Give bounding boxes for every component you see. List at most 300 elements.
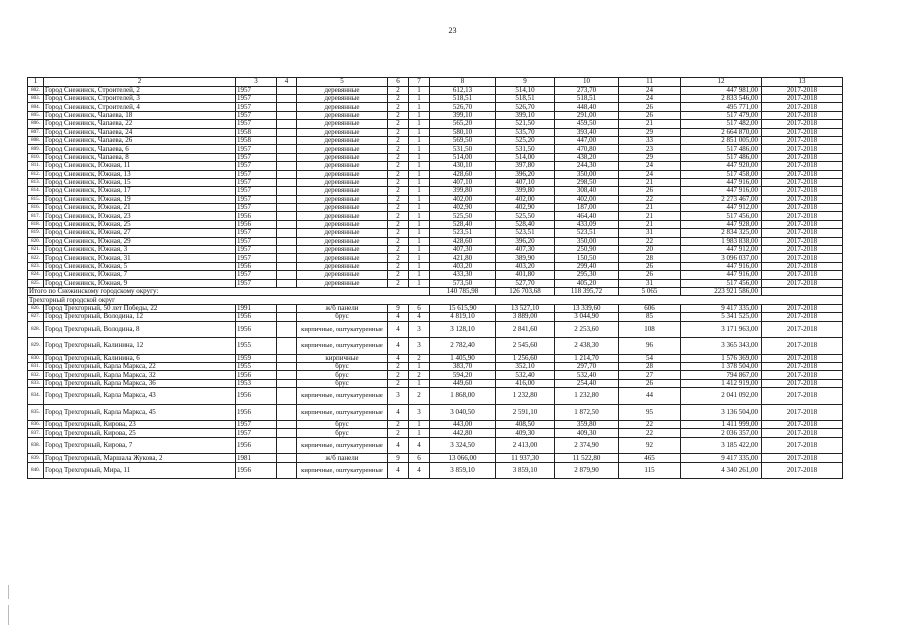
- table-row: [28, 454, 843, 462]
- cell-addr: Город Снежинск, Южная, 5: [44, 262, 236, 270]
- table-row: [28, 404, 843, 421]
- cell-v9: 525,20: [496, 136, 555, 144]
- cell-v10: 447,00: [555, 136, 619, 144]
- cell-c4: [277, 162, 297, 170]
- cell-v10: 433,09: [555, 220, 619, 228]
- cell-v8: 3 040,50: [430, 404, 496, 421]
- table-row: [28, 421, 843, 429]
- cell-c6: 2: [388, 145, 409, 153]
- cell-v8: 573,50: [430, 279, 496, 287]
- table-row: [28, 362, 843, 370]
- cell-period: 2017-2018: [762, 371, 843, 379]
- cell-addr: Город Снежинск, Южная, 23: [44, 212, 236, 220]
- cell-v11: 22: [619, 195, 681, 203]
- cell-v8: 565,20: [430, 120, 496, 128]
- cell-period: 2017-2018: [762, 304, 843, 312]
- cell-addr: Город Снежинск, Южная, 13: [44, 170, 236, 178]
- cell-n: 826.: [28, 304, 44, 312]
- cell-v11: 24: [619, 162, 681, 170]
- cell-v9: 1 256,60: [496, 354, 555, 362]
- cell-v9: 409,30: [496, 429, 555, 437]
- cell-period: 2017-2018: [762, 162, 843, 170]
- cell-v9: 531,50: [496, 145, 555, 153]
- cell-n: 831.: [28, 362, 44, 370]
- table-row: [28, 153, 843, 161]
- table-row: [28, 429, 843, 437]
- cell-period: 2017-2018: [762, 429, 843, 437]
- cell-c4: [277, 246, 297, 254]
- column-header: 13: [762, 78, 843, 87]
- cell-v8: 402,00: [430, 195, 496, 203]
- cell-c7: 1: [409, 145, 430, 153]
- cell-v10: 402,00: [555, 195, 619, 203]
- cell-v10: 187,00: [555, 204, 619, 212]
- cell-v9: 2 591,10: [496, 404, 555, 421]
- cell-v8: 403,20: [430, 262, 496, 270]
- cell-c4: [277, 362, 297, 370]
- cell-year: 1957: [236, 246, 277, 254]
- cell-v10: 298,50: [555, 178, 619, 186]
- cell-v8: 430,10: [430, 162, 496, 170]
- cell-period: 2017-2018: [762, 462, 843, 479]
- cell-n: 815.: [28, 195, 44, 203]
- cell-c6: 2: [388, 162, 409, 170]
- cell-v8: 523,51: [430, 229, 496, 237]
- cell-v12: 2 664 870,00: [681, 128, 762, 136]
- cell-c6: 2: [388, 111, 409, 119]
- cell-n: 813.: [28, 178, 44, 186]
- cell-c6: 2: [388, 379, 409, 387]
- cell-c4: [277, 136, 297, 144]
- cell-c4: [277, 313, 297, 321]
- table-row: [28, 271, 843, 279]
- total-period: [762, 287, 843, 295]
- cell-addr: Город Снежинск, Чапаева, 22: [44, 120, 236, 128]
- cell-v11: 26: [619, 103, 681, 111]
- cell-c6: 2: [388, 86, 409, 94]
- table-row: [28, 195, 843, 203]
- cell-v8: 4 819,10: [430, 313, 496, 321]
- cell-v12: 2 273 467,00: [681, 195, 762, 203]
- cell-c7: 1: [409, 120, 430, 128]
- cell-v12: 9 417 335,00: [681, 304, 762, 312]
- cell-v8: 580,10: [430, 128, 496, 136]
- table-row: [28, 321, 843, 338]
- cell-v9: 528,40: [496, 220, 555, 228]
- cell-v11: 29: [619, 153, 681, 161]
- cell-mat: деревянные: [297, 111, 388, 119]
- cell-n: 812.: [28, 170, 44, 178]
- cell-mat: кирпичные, оштукатуренные: [297, 338, 388, 355]
- cell-addr: Город Трехгорный, Мира, 11: [44, 462, 236, 479]
- column-header: 3: [236, 78, 277, 87]
- table-row: [28, 178, 843, 186]
- table-row: [28, 103, 843, 111]
- cell-c7: 2: [409, 371, 430, 379]
- cell-period: 2017-2018: [762, 103, 843, 111]
- cell-v8: 383,70: [430, 362, 496, 370]
- cell-n: 809.: [28, 145, 44, 153]
- cell-v10: 250,90: [555, 246, 619, 254]
- cell-c4: [277, 103, 297, 111]
- cell-period: 2017-2018: [762, 237, 843, 245]
- cell-v8: 428,60: [430, 170, 496, 178]
- cell-v8: 594,20: [430, 371, 496, 379]
- cell-v8: 2 782,40: [430, 338, 496, 355]
- cell-period: 2017-2018: [762, 178, 843, 186]
- cell-v9: 532,40: [496, 371, 555, 379]
- cell-period: 2017-2018: [762, 313, 843, 321]
- cell-c7: 3: [409, 404, 430, 421]
- cell-v10: 1 872,50: [555, 404, 619, 421]
- cell-addr: Город Снежинск, Южная, 25: [44, 220, 236, 228]
- cell-mat: ж/б панели: [297, 304, 388, 312]
- cell-mat: кирпичные, оштукатуренные: [297, 437, 388, 454]
- cell-v9: 407,10: [496, 178, 555, 186]
- cell-c4: [277, 388, 297, 405]
- cell-c7: 4: [409, 462, 430, 479]
- cell-v10: 295,30: [555, 271, 619, 279]
- column-header: 4: [277, 78, 297, 87]
- cell-c6: 3: [388, 388, 409, 405]
- cell-mat: кирпичные: [297, 354, 388, 362]
- cell-addr: Город Трехгорный, Карла Маркса, 45: [44, 404, 236, 421]
- cell-addr: Город Трехгорный, Володина, 12: [44, 313, 236, 321]
- cell-mat: деревянные: [297, 170, 388, 178]
- cell-v11: 22: [619, 421, 681, 429]
- cell-c7: 1: [409, 86, 430, 94]
- total-label: Итого по Снежинскому городскому округу:: [28, 287, 430, 295]
- cell-mat: деревянные: [297, 162, 388, 170]
- cell-c6: 2: [388, 103, 409, 111]
- table-row: [28, 304, 843, 312]
- cell-v12: 9 417 335,00: [681, 454, 762, 462]
- cell-c4: [277, 354, 297, 362]
- cell-v12: 2 834 325,00: [681, 229, 762, 237]
- table-body: [28, 78, 843, 479]
- cell-v12: 1 411 999,00: [681, 421, 762, 429]
- column-number-row: [28, 78, 843, 87]
- cell-v11: 465: [619, 454, 681, 462]
- table-row: [28, 229, 843, 237]
- column-header: 2: [44, 78, 236, 87]
- cell-v8: 399,80: [430, 187, 496, 195]
- cell-addr: Город Снежинск, Чапаева, 26: [44, 136, 236, 144]
- cell-c7: 1: [409, 429, 430, 437]
- cell-c4: [277, 94, 297, 102]
- cell-period: 2017-2018: [762, 454, 843, 462]
- cell-v8: 1 868,00: [430, 388, 496, 405]
- cell-year: 1957: [236, 153, 277, 161]
- cell-v9: 514,10: [496, 86, 555, 94]
- table-row: [28, 379, 843, 387]
- cell-n: 836.: [28, 421, 44, 429]
- cell-period: 2017-2018: [762, 437, 843, 454]
- cell-v12: 2 036 357,00: [681, 429, 762, 437]
- cell-v12: 794 867,00: [681, 371, 762, 379]
- cell-year: 1956: [236, 437, 277, 454]
- cell-v10: 3 044,90: [555, 313, 619, 321]
- cell-v9: 535,70: [496, 128, 555, 136]
- cell-v8: 531,50: [430, 145, 496, 153]
- cell-mat: деревянные: [297, 279, 388, 287]
- cell-v9: 352,10: [496, 362, 555, 370]
- cell-period: 2017-2018: [762, 86, 843, 94]
- cell-v8: 449,60: [430, 379, 496, 387]
- cell-v10: 464,40: [555, 212, 619, 220]
- total-v8: 140 785,98: [430, 287, 496, 295]
- cell-v9: 396,20: [496, 170, 555, 178]
- table-row: [28, 212, 843, 220]
- cell-mat: деревянные: [297, 145, 388, 153]
- cell-mat: кирпичные, оштукатуренные: [297, 388, 388, 405]
- cell-c7: 1: [409, 204, 430, 212]
- cell-c6: 2: [388, 229, 409, 237]
- cell-c7: 4: [409, 313, 430, 321]
- cell-v10: 2 879,90: [555, 462, 619, 479]
- cell-v12: 4 340 261,00: [681, 462, 762, 479]
- cell-v12: 3 096 037,00: [681, 254, 762, 262]
- cell-v10: 297,70: [555, 362, 619, 370]
- cell-c6: 2: [388, 254, 409, 262]
- cell-year: 1957: [236, 254, 277, 262]
- cell-addr: Город Трехгорный, Кирова, 7: [44, 437, 236, 454]
- cell-v12: 495 771,00: [681, 103, 762, 111]
- cell-addr: Город Трехгорный, Калинина, 6: [44, 354, 236, 362]
- cell-c4: [277, 212, 297, 220]
- cell-period: 2017-2018: [762, 94, 843, 102]
- cell-v9: 514,00: [496, 153, 555, 161]
- cell-v9: 416,00: [496, 379, 555, 387]
- cell-c6: 9: [388, 304, 409, 312]
- cell-v11: 26: [619, 187, 681, 195]
- cell-mat: деревянные: [297, 187, 388, 195]
- cell-v10: 438,20: [555, 153, 619, 161]
- margin-mark: [8, 605, 9, 625]
- cell-v10: 523,51: [555, 229, 619, 237]
- cell-c7: 1: [409, 212, 430, 220]
- cell-year: 1957: [236, 195, 277, 203]
- cell-year: 1956: [236, 371, 277, 379]
- cell-v9: 401,80: [496, 271, 555, 279]
- cell-mat: деревянные: [297, 237, 388, 245]
- cell-c7: 2: [409, 388, 430, 405]
- column-header: 6: [388, 78, 409, 87]
- cell-v11: 23: [619, 145, 681, 153]
- cell-year: 1955: [236, 362, 277, 370]
- cell-v10: 350,00: [555, 237, 619, 245]
- column-header: 9: [496, 78, 555, 87]
- cell-c4: [277, 279, 297, 287]
- cell-v11: 108: [619, 321, 681, 338]
- cell-v9: 521,50: [496, 120, 555, 128]
- table-row: [28, 313, 843, 321]
- cell-c7: 1: [409, 128, 430, 136]
- cell-v8: 428,60: [430, 237, 496, 245]
- table-row: [28, 136, 843, 144]
- cell-v11: 29: [619, 128, 681, 136]
- cell-period: 2017-2018: [762, 220, 843, 228]
- cell-addr: Город Снежинск, Южная, 17: [44, 187, 236, 195]
- cell-c4: [277, 254, 297, 262]
- cell-year: 1956: [236, 262, 277, 270]
- cell-c7: 3: [409, 321, 430, 338]
- cell-v10: 299,40: [555, 262, 619, 270]
- cell-v10: 13 339,60: [555, 304, 619, 312]
- cell-mat: деревянные: [297, 246, 388, 254]
- cell-c4: [277, 462, 297, 479]
- cell-n: 832.: [28, 371, 44, 379]
- cell-mat: деревянные: [297, 128, 388, 136]
- cell-c4: [277, 371, 297, 379]
- cell-c4: [277, 321, 297, 338]
- cell-period: 2017-2018: [762, 153, 843, 161]
- cell-addr: Город Трехгорный, Маршала Жукова, 2: [44, 454, 236, 462]
- cell-v10: 350,00: [555, 170, 619, 178]
- table-row: [28, 111, 843, 119]
- cell-v9: 11 937,30: [496, 454, 555, 462]
- cell-n: 804.: [28, 103, 44, 111]
- cell-c4: [277, 379, 297, 387]
- cell-mat: деревянные: [297, 86, 388, 94]
- cell-year: 1957: [236, 187, 277, 195]
- cell-v11: 33: [619, 136, 681, 144]
- cell-v9: 1 232,80: [496, 388, 555, 405]
- cell-addr: Город Снежинск, Южная, 19: [44, 195, 236, 203]
- cell-v12: 2 851 005,00: [681, 136, 762, 144]
- cell-year: 1957: [236, 162, 277, 170]
- cell-v12: 5 341 525,00: [681, 313, 762, 321]
- cell-c4: [277, 86, 297, 94]
- cell-v9: 2 841,60: [496, 321, 555, 338]
- cell-v8: 442,80: [430, 429, 496, 437]
- cell-v12: 1 378 504,00: [681, 362, 762, 370]
- cell-c7: 3: [409, 338, 430, 355]
- table-row: [28, 145, 843, 153]
- cell-mat: брус: [297, 362, 388, 370]
- cell-c6: 4: [388, 338, 409, 355]
- cell-c6: 2: [388, 271, 409, 279]
- table-row: [28, 120, 843, 128]
- cell-c6: 2: [388, 178, 409, 186]
- cell-mat: деревянные: [297, 153, 388, 161]
- table-row: [28, 246, 843, 254]
- cell-c4: [277, 178, 297, 186]
- table-row: [28, 170, 843, 178]
- cell-c7: 1: [409, 178, 430, 186]
- cell-v11: 22: [619, 237, 681, 245]
- cell-c4: [277, 304, 297, 312]
- cell-v12: 447 916,00: [681, 271, 762, 279]
- cell-year: 1957: [236, 178, 277, 186]
- cell-addr: Город Снежинск, Чапаева, 8: [44, 153, 236, 161]
- cell-mat: деревянные: [297, 271, 388, 279]
- cell-v11: 115: [619, 462, 681, 479]
- cell-c7: 1: [409, 379, 430, 387]
- cell-year: 1957: [236, 94, 277, 102]
- cell-n: 833.: [28, 379, 44, 387]
- cell-addr: Город Снежинск, Строителей, 4: [44, 103, 236, 111]
- cell-n: 824.: [28, 271, 44, 279]
- cell-c6: 2: [388, 136, 409, 144]
- cell-period: 2017-2018: [762, 136, 843, 144]
- section-title: Трехгорный городской округ: [28, 296, 843, 304]
- table-row: [28, 94, 843, 102]
- cell-period: 2017-2018: [762, 229, 843, 237]
- cell-period: 2017-2018: [762, 388, 843, 405]
- cell-year: 1957: [236, 103, 277, 111]
- cell-addr: Город Снежинск, Южная, 21: [44, 204, 236, 212]
- cell-year: 1991: [236, 304, 277, 312]
- cell-c4: [277, 153, 297, 161]
- margin-mark: [8, 585, 9, 599]
- cell-n: 828.: [28, 321, 44, 338]
- cell-c6: 2: [388, 246, 409, 254]
- cell-v8: 3 859,10: [430, 462, 496, 479]
- cell-period: 2017-2018: [762, 379, 843, 387]
- cell-year: 1957: [236, 145, 277, 153]
- cell-mat: деревянные: [297, 195, 388, 203]
- cell-v8: 525,50: [430, 212, 496, 220]
- cell-c7: 1: [409, 187, 430, 195]
- cell-v8: 526,70: [430, 103, 496, 111]
- cell-mat: деревянные: [297, 120, 388, 128]
- cell-v11: 27: [619, 371, 681, 379]
- cell-n: 829.: [28, 338, 44, 355]
- cell-mat: кирпичные, оштукатуренные: [297, 462, 388, 479]
- cell-c7: 1: [409, 229, 430, 237]
- cell-v9: 396,20: [496, 237, 555, 245]
- cell-v9: 518,51: [496, 94, 555, 102]
- table-row: [28, 262, 843, 270]
- cell-c6: 2: [388, 204, 409, 212]
- column-header: 11: [619, 78, 681, 87]
- cell-year: 1957: [236, 120, 277, 128]
- cell-addr: Город Снежинск, Южная, 7: [44, 271, 236, 279]
- cell-v11: 21: [619, 220, 681, 228]
- table-row: [28, 162, 843, 170]
- section-row: [28, 296, 843, 304]
- cell-c7: 1: [409, 170, 430, 178]
- cell-mat: ж/б панели: [297, 454, 388, 462]
- cell-v11: 21: [619, 178, 681, 186]
- cell-addr: Город Трехгорный, 50 лет Победы, 22: [44, 304, 236, 312]
- cell-c7: 6: [409, 304, 430, 312]
- cell-mat: брус: [297, 421, 388, 429]
- cell-v12: 447 916,00: [681, 178, 762, 186]
- cell-n: 838.: [28, 437, 44, 454]
- cell-v9: 3 889,00: [496, 313, 555, 321]
- page-number: 23: [448, 26, 457, 35]
- cell-v10: 1 214,70: [555, 354, 619, 362]
- cell-v10: 150,50: [555, 254, 619, 262]
- cell-v11: 92: [619, 437, 681, 454]
- cell-v12: 1 983 838,00: [681, 237, 762, 245]
- cell-c6: 4: [388, 354, 409, 362]
- cell-v8: 407,10: [430, 178, 496, 186]
- cell-n: 811.: [28, 162, 44, 170]
- cell-v12: 517 456,00: [681, 212, 762, 220]
- cell-n: 818.: [28, 220, 44, 228]
- cell-year: 1957: [236, 204, 277, 212]
- cell-year: 1956: [236, 462, 277, 479]
- cell-c6: 2: [388, 153, 409, 161]
- cell-mat: деревянные: [297, 262, 388, 270]
- cell-v11: 24: [619, 86, 681, 94]
- cell-v8: 407,30: [430, 246, 496, 254]
- cell-period: 2017-2018: [762, 212, 843, 220]
- cell-n: 820.: [28, 237, 44, 245]
